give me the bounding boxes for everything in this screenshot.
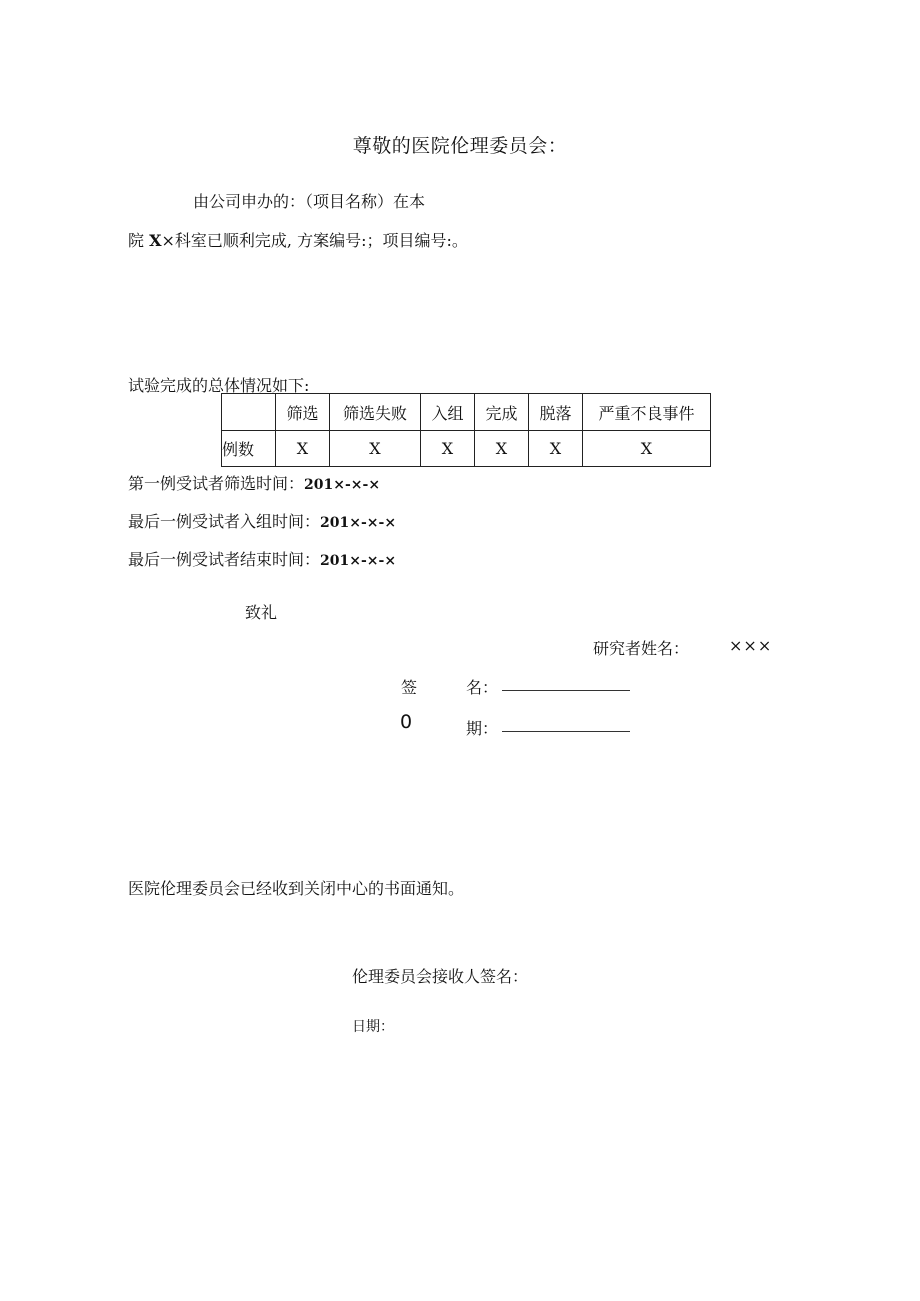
last-completion-value: 201×-×-× (320, 553, 397, 569)
researcher-name-label: 研究者姓名： (593, 639, 690, 658)
summary-intro: 试验完成的总体情况如下: (128, 376, 310, 395)
ethics-notice: 医院伦理委员会已经收到关闭中心的书面通知。 (128, 879, 465, 898)
table-cell: X (475, 431, 529, 467)
trial-summary-table (221, 393, 711, 467)
table-header-cell: 完成 (475, 394, 529, 431)
table-cell: X (421, 431, 475, 467)
date-line (502, 731, 630, 732)
first-screening-time (128, 471, 380, 494)
signature-label-left: 签 (401, 678, 418, 697)
table-header-row (222, 394, 711, 431)
table-header-cell: 脱落 (529, 394, 583, 431)
date-label-right: 期： (466, 719, 499, 738)
intro-line-2-prefix: 院 (128, 231, 150, 250)
intro-line-2 (128, 228, 468, 251)
intro-line-1: 由公司申办的：（项目名称）在本 (193, 192, 426, 211)
intro-line-2-suffix: ×科室已顺利完成, 方案编号:；项目编号:。 (161, 231, 468, 250)
table-cell: X (529, 431, 583, 467)
table-header-cell: 严重不良事件 (583, 394, 711, 431)
table-cell: X (583, 431, 711, 467)
letter-title: 尊敬的医院伦理委员会： (352, 135, 568, 157)
department-placeholder: X (149, 231, 162, 250)
last-enrollment-value: 201×-×-× (320, 515, 397, 531)
last-completion-time (128, 547, 396, 570)
table-header-cell: 入组 (421, 394, 475, 431)
last-completion-label: 最后一例受试者结束时间： (128, 550, 321, 569)
first-screening-value: 201×-×-× (304, 477, 381, 493)
last-enrollment-time (128, 509, 396, 532)
table-cell: X (330, 431, 421, 467)
ethics-date-label: 日期： (352, 1019, 394, 1035)
researcher-name-value: ××× (729, 636, 773, 655)
regards: 致礼 (245, 603, 278, 622)
date-label-left: 0 (400, 711, 413, 733)
table-row (222, 431, 711, 467)
receiver-signature-label: 伦理委员会接收人签名： (352, 967, 529, 986)
signature-line (502, 690, 630, 691)
table-header-cell: 筛选失败 (330, 394, 421, 431)
table-header-cell (222, 394, 276, 431)
table-row-label: 例数 (222, 431, 276, 467)
signature-label-right: 名： (466, 678, 499, 697)
table-header-cell: 筛选 (276, 394, 330, 431)
first-screening-label: 第一例受试者筛选时间： (128, 474, 305, 493)
last-enrollment-label: 最后一例受试者入组时间： (128, 512, 321, 531)
table-cell: X (276, 431, 330, 467)
